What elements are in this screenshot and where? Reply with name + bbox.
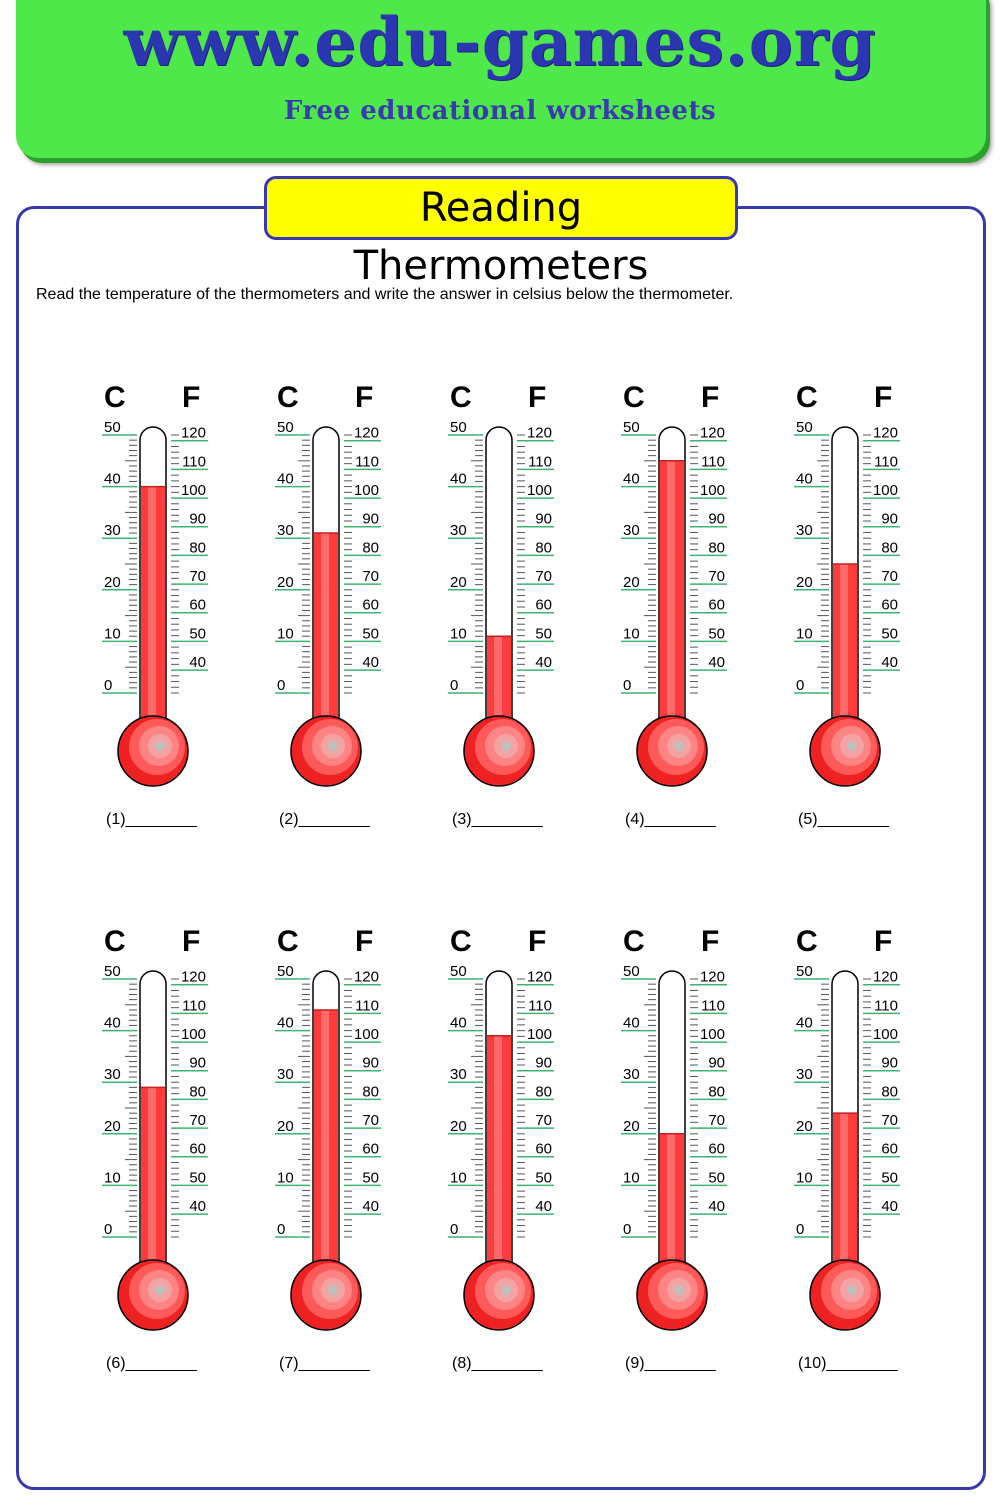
answer-label: (4) [625, 811, 645, 828]
celsius-tick-label: 0 [796, 1221, 805, 1238]
answer-blank[interactable] [798, 811, 889, 829]
celsius-tick-label: 50 [104, 963, 121, 980]
celsius-tick-label: 10 [450, 625, 467, 643]
celsius-tick-label: 0 [277, 1221, 286, 1238]
celsius-tick-label: 30 [104, 1066, 121, 1084]
celsius-tick-label: 20 [277, 573, 294, 591]
celsius-tick-label: 50 [796, 963, 813, 980]
thermometer-1 [100, 375, 240, 855]
answer-blank[interactable] [798, 1355, 898, 1373]
fahrenheit-tick-label: 90 [535, 1054, 552, 1072]
bulb-glint [847, 1285, 857, 1295]
celsius-tick-label: 10 [796, 625, 813, 643]
thermometer-9 [619, 919, 759, 1399]
answer-line: ________ [826, 1355, 898, 1372]
celsius-tick-label: 20 [623, 1117, 640, 1135]
fahrenheit-tick-label: 60 [708, 596, 725, 614]
celsius-tick-label: 20 [450, 573, 467, 591]
answer-blank[interactable] [625, 811, 716, 829]
celsius-tick-label: 30 [796, 522, 813, 540]
fahrenheit-tick-label: 110 [701, 453, 725, 471]
bulb-glint [155, 741, 165, 751]
fahrenheit-tick-label: 80 [881, 1083, 898, 1101]
fahrenheit-tick-label: 50 [881, 1169, 898, 1187]
celsius-tick-label: 40 [277, 470, 294, 488]
fahrenheit-tick-label: 110 [874, 997, 898, 1015]
answer-blank[interactable] [279, 1355, 370, 1373]
fahrenheit-tick-label: 80 [362, 539, 379, 557]
celsius-tick-label: 50 [450, 419, 467, 436]
fahrenheit-tick-label: 70 [535, 1112, 552, 1130]
celsius-tick-label: 50 [796, 419, 813, 436]
celsius-tick-label: 0 [623, 677, 632, 694]
fahrenheit-tick-label: 100 [353, 1026, 379, 1044]
celsius-tick-label: 40 [623, 470, 640, 488]
celsius-tick-label: 20 [277, 1117, 294, 1135]
fahrenheit-tick-label: 80 [189, 1083, 206, 1101]
answer-blank[interactable] [452, 1355, 543, 1373]
answer-line: ________ [471, 1355, 543, 1372]
fahrenheit-letter: F [874, 925, 893, 958]
answer-label: (9) [625, 1355, 645, 1372]
bulb-glint [674, 741, 684, 751]
celsius-tick-label: 0 [104, 677, 113, 694]
thermometer-svg [273, 375, 413, 795]
thermometer-svg [273, 919, 413, 1339]
fahrenheit-letter: F [701, 925, 720, 958]
fahrenheit-tick-label: 110 [182, 453, 206, 471]
celsius-tick-label: 10 [623, 625, 640, 643]
fahrenheit-tick-label: 50 [189, 625, 206, 643]
celsius-tick-label: 20 [450, 1117, 467, 1135]
thermometer-10 [792, 919, 932, 1399]
fahrenheit-tick-label: 60 [535, 596, 552, 614]
celsius-letter: C [450, 381, 472, 414]
answer-label: (2) [279, 811, 299, 828]
celsius-tick-label: 30 [623, 522, 640, 540]
answer-line: ________ [298, 1355, 370, 1372]
fahrenheit-tick-label: 50 [535, 625, 552, 643]
celsius-tick-label: 10 [277, 625, 294, 643]
fahrenheit-tick-label: 120 [353, 968, 379, 986]
fahrenheit-tick-label: 60 [881, 596, 898, 614]
fahrenheit-tick-label: 120 [526, 424, 552, 442]
fahrenheit-tick-label: 40 [708, 654, 725, 672]
answer-label: (1) [106, 811, 126, 828]
answer-label: (6) [106, 1355, 126, 1372]
answer-line: ________ [817, 811, 889, 828]
fahrenheit-tick-label: 70 [189, 1112, 206, 1130]
fahrenheit-tick-label: 120 [699, 968, 725, 986]
fahrenheit-tick-label: 110 [701, 997, 725, 1015]
thermometer-svg [619, 919, 759, 1339]
fahrenheit-tick-label: 70 [708, 568, 725, 586]
fahrenheit-tick-label: 60 [362, 596, 379, 614]
fahrenheit-tick-label: 50 [708, 1169, 725, 1187]
fahrenheit-tick-label: 40 [881, 654, 898, 672]
fahrenheit-letter: F [874, 381, 893, 414]
fahrenheit-tick-label: 80 [189, 539, 206, 557]
worksheet-title: Reading Thermometers [264, 176, 738, 240]
fahrenheit-letter: F [528, 381, 547, 414]
fahrenheit-tick-label: 60 [362, 1140, 379, 1158]
fahrenheit-tick-label: 50 [189, 1169, 206, 1187]
fahrenheit-tick-label: 100 [353, 482, 379, 500]
fahrenheit-tick-label: 120 [526, 968, 552, 986]
fahrenheit-tick-label: 120 [699, 424, 725, 442]
fahrenheit-tick-label: 40 [535, 654, 552, 672]
bulb-glint [501, 1285, 511, 1295]
fahrenheit-tick-label: 60 [189, 596, 206, 614]
thermometer-3 [446, 375, 586, 855]
celsius-tick-label: 40 [450, 1014, 467, 1032]
celsius-letter: C [623, 381, 645, 414]
bulb-glint [328, 741, 338, 751]
fahrenheit-tick-label: 80 [535, 1083, 552, 1101]
thermometer-svg [100, 919, 240, 1339]
answer-label: (10) [798, 1355, 827, 1372]
thermometer-svg [619, 375, 759, 795]
fahrenheit-tick-label: 110 [874, 453, 898, 471]
fahrenheit-tick-label: 100 [872, 482, 898, 500]
celsius-tick-label: 50 [277, 419, 294, 436]
fahrenheit-tick-label: 40 [362, 1198, 379, 1216]
celsius-tick-label: 50 [277, 963, 294, 980]
mercury-highlight [321, 533, 329, 731]
celsius-letter: C [104, 381, 126, 414]
fahrenheit-tick-label: 100 [526, 1026, 552, 1044]
answer-label: (5) [798, 811, 818, 828]
answer-blank[interactable] [106, 1355, 197, 1373]
thermometer-svg [446, 919, 586, 1339]
mercury-highlight [840, 1113, 848, 1275]
celsius-tick-label: 0 [450, 677, 459, 694]
fahrenheit-tick-label: 70 [362, 1112, 379, 1130]
fahrenheit-tick-label: 70 [708, 1112, 725, 1130]
fahrenheit-tick-label: 110 [355, 453, 379, 471]
fahrenheit-tick-label: 60 [189, 1140, 206, 1158]
fahrenheit-letter: F [355, 381, 374, 414]
celsius-tick-label: 40 [796, 470, 813, 488]
fahrenheit-tick-label: 40 [189, 654, 206, 672]
celsius-letter: C [623, 925, 645, 958]
thermometer-2 [273, 375, 413, 855]
fahrenheit-tick-label: 120 [353, 424, 379, 442]
answer-line: ________ [644, 1355, 716, 1372]
thermometer-svg [100, 375, 240, 795]
fahrenheit-letter: F [701, 381, 720, 414]
mercury-highlight [667, 1134, 675, 1275]
celsius-tick-label: 10 [104, 625, 121, 643]
fahrenheit-tick-label: 80 [708, 1083, 725, 1101]
fahrenheit-tick-label: 100 [526, 482, 552, 500]
fahrenheit-tick-label: 110 [355, 997, 379, 1015]
celsius-tick-label: 10 [277, 1169, 294, 1187]
answer-blank[interactable] [279, 811, 370, 829]
celsius-tick-label: 0 [450, 1221, 459, 1238]
fahrenheit-tick-label: 120 [872, 968, 898, 986]
fahrenheit-tick-label: 60 [708, 1140, 725, 1158]
fahrenheit-tick-label: 90 [535, 510, 552, 528]
bulb-glint [501, 741, 511, 751]
fahrenheit-tick-label: 50 [535, 1169, 552, 1187]
fahrenheit-tick-label: 100 [699, 1026, 725, 1044]
fahrenheit-tick-label: 120 [872, 424, 898, 442]
fahrenheit-tick-label: 80 [362, 1083, 379, 1101]
thermometer-4 [619, 375, 759, 855]
celsius-tick-label: 0 [104, 1221, 113, 1238]
fahrenheit-tick-label: 80 [535, 539, 552, 557]
celsius-tick-label: 0 [623, 1221, 632, 1238]
fahrenheit-tick-label: 70 [881, 568, 898, 586]
fahrenheit-tick-label: 90 [362, 510, 379, 528]
celsius-tick-label: 40 [796, 1014, 813, 1032]
mercury-highlight [321, 1010, 329, 1275]
bulb-glint [674, 1285, 684, 1295]
answer-label: (7) [279, 1355, 299, 1372]
celsius-tick-label: 0 [277, 677, 286, 694]
thermometer-svg [446, 375, 586, 795]
fahrenheit-tick-label: 90 [189, 1054, 206, 1072]
site-tagline: Free educational worksheets [283, 96, 717, 126]
fahrenheit-tick-label: 50 [881, 625, 898, 643]
celsius-letter: C [796, 381, 818, 414]
celsius-tick-label: 30 [277, 1066, 294, 1084]
celsius-tick-label: 10 [450, 1169, 467, 1187]
fahrenheit-tick-label: 40 [189, 1198, 206, 1216]
celsius-letter: C [796, 925, 818, 958]
celsius-tick-label: 0 [796, 677, 805, 694]
celsius-tick-label: 40 [104, 470, 121, 488]
mercury-highlight [494, 1036, 502, 1275]
mercury-highlight [148, 487, 156, 731]
thermometer-svg [792, 919, 932, 1339]
fahrenheit-tick-label: 90 [881, 510, 898, 528]
celsius-tick-label: 30 [450, 522, 467, 540]
celsius-tick-label: 20 [104, 573, 121, 591]
fahrenheit-tick-label: 90 [362, 1054, 379, 1072]
fahrenheit-tick-label: 50 [708, 625, 725, 643]
fahrenheit-tick-label: 40 [362, 654, 379, 672]
fahrenheit-tick-label: 60 [535, 1140, 552, 1158]
celsius-tick-label: 50 [104, 419, 121, 436]
fahrenheit-tick-label: 90 [881, 1054, 898, 1072]
fahrenheit-tick-label: 90 [708, 1054, 725, 1072]
fahrenheit-letter: F [182, 925, 201, 958]
celsius-tick-label: 30 [277, 522, 294, 540]
thermometer-8 [446, 919, 586, 1399]
fahrenheit-tick-label: 120 [180, 968, 206, 986]
mercury-highlight [148, 1087, 156, 1275]
answer-line: ________ [644, 811, 716, 828]
mercury-highlight [840, 564, 848, 731]
celsius-tick-label: 50 [623, 963, 640, 980]
answer-label: (3) [452, 811, 472, 828]
fahrenheit-letter: F [528, 925, 547, 958]
celsius-tick-label: 50 [623, 419, 640, 436]
fahrenheit-tick-label: 70 [881, 1112, 898, 1130]
celsius-tick-label: 20 [623, 573, 640, 591]
fahrenheit-tick-label: 110 [528, 997, 552, 1015]
celsius-tick-label: 30 [450, 1066, 467, 1084]
fahrenheit-tick-label: 40 [708, 1198, 725, 1216]
fahrenheit-tick-label: 100 [699, 482, 725, 500]
celsius-tick-label: 20 [104, 1117, 121, 1135]
fahrenheit-tick-label: 90 [708, 510, 725, 528]
fahrenheit-tick-label: 50 [362, 1169, 379, 1187]
thermometer-7 [273, 919, 413, 1399]
thermometer-svg [792, 375, 932, 795]
site-name: www.edu-games.org [123, 3, 877, 81]
bulb-glint [847, 741, 857, 751]
fahrenheit-tick-label: 40 [535, 1198, 552, 1216]
celsius-tick-label: 10 [623, 1169, 640, 1187]
celsius-tick-label: 20 [796, 573, 813, 591]
fahrenheit-letter: F [182, 381, 201, 414]
celsius-letter: C [450, 925, 472, 958]
answer-line: ________ [471, 811, 543, 828]
fahrenheit-tick-label: 110 [182, 997, 206, 1015]
thermometer-6 [100, 919, 240, 1399]
answer-blank[interactable] [106, 811, 197, 829]
fahrenheit-tick-label: 60 [881, 1140, 898, 1158]
thermometer-5 [792, 375, 932, 855]
fahrenheit-tick-label: 90 [189, 510, 206, 528]
celsius-tick-label: 30 [623, 1066, 640, 1084]
bulb-glint [155, 1285, 165, 1295]
fahrenheit-tick-label: 100 [180, 482, 206, 500]
answer-line: ________ [125, 811, 197, 828]
celsius-letter: C [277, 925, 299, 958]
fahrenheit-tick-label: 80 [708, 539, 725, 557]
bulb-glint [328, 1285, 338, 1295]
mercury-highlight [667, 461, 675, 731]
fahrenheit-letter: F [355, 925, 374, 958]
fahrenheit-tick-label: 80 [881, 539, 898, 557]
fahrenheit-tick-label: 100 [872, 1026, 898, 1044]
celsius-tick-label: 40 [277, 1014, 294, 1032]
celsius-tick-label: 10 [796, 1169, 813, 1187]
celsius-tick-label: 30 [796, 1066, 813, 1084]
celsius-letter: C [277, 381, 299, 414]
celsius-tick-label: 50 [450, 963, 467, 980]
fahrenheit-tick-label: 70 [189, 568, 206, 586]
answer-blank[interactable] [452, 811, 543, 829]
celsius-tick-label: 40 [623, 1014, 640, 1032]
celsius-tick-label: 40 [104, 1014, 121, 1032]
celsius-tick-label: 20 [796, 1117, 813, 1135]
answer-line: ________ [298, 811, 370, 828]
answer-label: (8) [452, 1355, 472, 1372]
fahrenheit-tick-label: 110 [528, 453, 552, 471]
fahrenheit-tick-label: 120 [180, 424, 206, 442]
celsius-tick-label: 40 [450, 470, 467, 488]
celsius-tick-label: 10 [104, 1169, 121, 1187]
answer-blank[interactable] [625, 1355, 716, 1373]
fahrenheit-tick-label: 50 [362, 625, 379, 643]
celsius-tick-label: 30 [104, 522, 121, 540]
celsius-letter: C [104, 925, 126, 958]
fahrenheit-tick-label: 40 [881, 1198, 898, 1216]
instructions: Read the temperature of the thermometers and write the answer in celsius below the thermometer. [36, 286, 734, 303]
fahrenheit-tick-label: 100 [180, 1026, 206, 1044]
fahrenheit-tick-label: 70 [362, 568, 379, 586]
fahrenheit-tick-label: 70 [535, 568, 552, 586]
answer-line: ________ [125, 1355, 197, 1372]
